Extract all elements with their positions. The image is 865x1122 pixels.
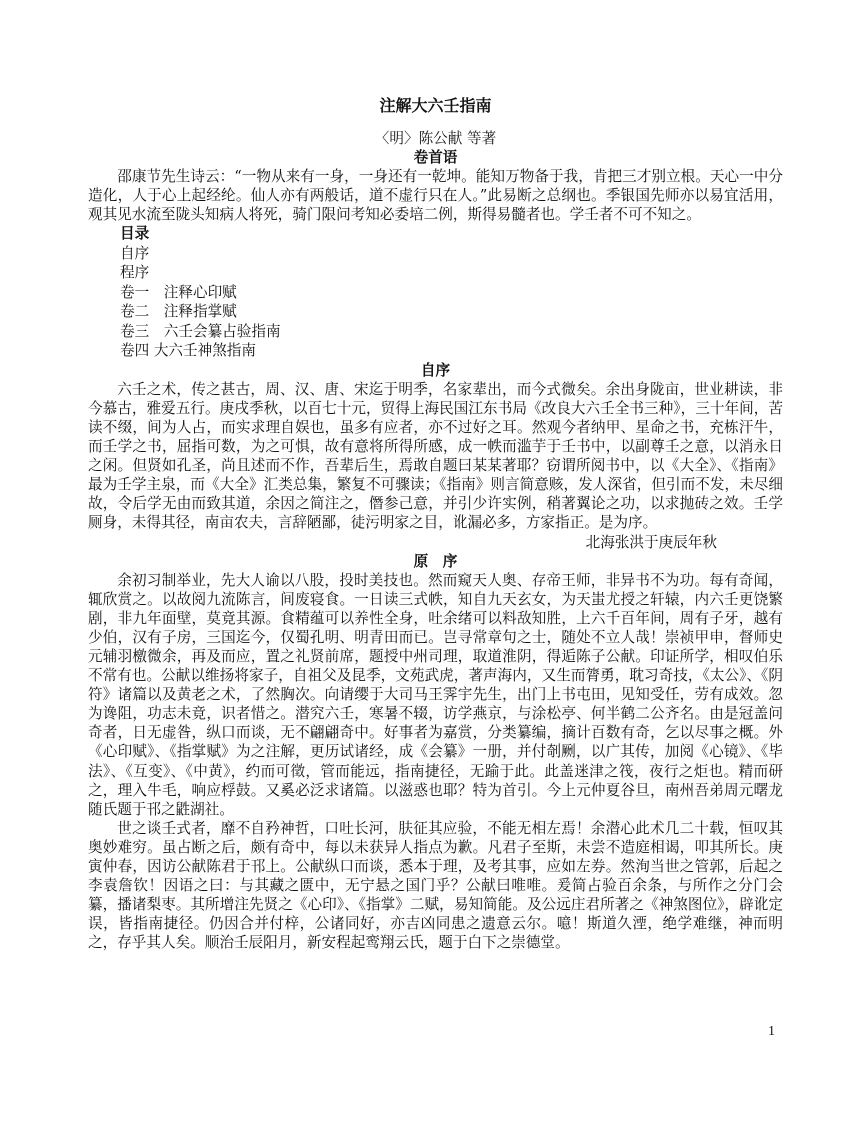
juanshou-paragraph: 邵康节先生诗云：“一物从来有一身，一身还有一乾坤。能知万物备于我，肯把三才别立根。天心一中分造化，人于心上起经纶。仙人亦有两般话，道不虚行只在人。”此易断之总纲也。季银国先师亦以易宜活用，观其见水流至陇头知病人将死，骑门限问考知必委培二例，斯得易髓者也。学壬者不可不知之。 (88, 168, 783, 224)
toc-item[interactable]: 程序 (120, 264, 150, 282)
toc-list (88, 244, 783, 361)
yuanxu-heading: 原 序 (413, 552, 458, 570)
toc-item[interactable]: 卷二 注释指掌赋 (120, 303, 237, 321)
toc-item[interactable]: 卷一 注释心印赋 (120, 283, 237, 301)
juanshou-heading: 卷首语 (413, 149, 458, 166)
zixu-signature: 北海张洪于庚辰年秋 (585, 533, 717, 551)
toc-item[interactable]: 卷三 六壬会纂占验指南 (120, 322, 281, 340)
zixu-heading: 自序 (420, 361, 451, 379)
document-title: 注解大六壬指南 (379, 96, 492, 115)
document-page (88, 96, 783, 953)
yuanxu-paragraph-1: 余初习制举业，先大人谕以八股，投时美技也。然而窥天人奥、存帝王师，非异书不为功。每有奇闻，辄欣赏之。以故阅九流陈言，间废寝食。一日读三式帙，知自九天玄女，为天蚩尤授之轩辕，内六壬更饶繁剧，非九年面壁，莫竟其源。食精蕴可以养性全身，吐余绪可以料敌知胜，上六千百年间，周有子牙，越有少伯，汉有子房，三国迄今，仅蜀孔明、明青田而已。岂寻常章句之士，随处不立人哉！崇祯甲申，督师史元辅羽檄微余，再及而应，置之礼贤前席，题授中州司理，取道淮阴，得逅陈子公献。印证所学，相叹伯乐不常有也。公献以维扬将家子，自祖父及昆季，文苑武虎，著声海内，又生而膂勇，耽习奇技，《太公》、《阴符》诸篇以及黄老之术，了然胸次。向请缨于大司马王霁宇先生，出门上书屯田，见知受任，劳有成效。忽为谗阻，功志未竟，识者惜之。潜究六壬，寒暑不辍，访学燕京，与涂松亭、何半鹤二公齐名。由是冠盖问奇者，日无虚昝，纵口而谈，无不翩翩奇中。好事者为嘉赏，分类纂编，摘计百数有奇，乞以尽事之概。外《心印赋》、《指掌赋》为之注解，更历试诸经，成《会纂》一册，并付剞劂，以广其传，加阅《心镜》、《毕法》、《互变》、《中黄》，约而可徵，管而能远，指南捷径，无踰于此。此盖迷津之筏，夜行之炬也。精而研之，理入牛毛，响应桴鼓。又奚必泛求诸篇。以滋惑也耶？特为首引。今上元仲夏谷旦，南州吾弟周元曙龙随氏题于邗之鼪湖社。 (88, 571, 783, 818)
toc-item[interactable]: 自序 (120, 244, 150, 262)
page-number: 1 (768, 1024, 775, 1039)
yuanxu-paragraph-2: 世之谈壬式者，靡不自矜神哲，口吐长河，肤征其应验，不能无相左焉！余潜心此术几二十载，恒叹其奥妙难穷。虽占断之后，颇有奇中，每以未获异人指点为歉。凡君子至斯，未尝不造庭相谒，叩其所长。庚寅仲春，因访公献陈君于邗上。公献纵口而谈，悉本于理，及考其事，应如左券。然洵当世之管郭，后起之李袁詹钦！因语之曰：与其藏之匮中，无宁悬之国门乎？公献曰唯唯。爰简占验百余条，与所作之分门会纂，播诸梨枣。其所增注先贤之《心印》、《指掌》二赋，易知简能。及公远庄君所著之《神煞图位》，辟讹定误，皆指南捷径。仍因合并付梓，公诸同好，亦吉凶同患之遗意云尔。噫！斯道久湮，绝学难继，神而明之，存乎其人矣。顺治壬辰阳月，新安程起鸾翔云氏，题于白下之崇德堂。 (88, 819, 783, 952)
zixu-paragraph: 六壬之术，传之甚古，周、汉、唐、宋迄于明季，名家辈出，而今式微矣。余出身陇亩，世业耕读，非今慕古，雅爱五行。庚戌季秋，以百七十元，贸得上海民国江东书局《改良大六壬全书三种》，三十年间，苦读不缀，间为人占，而实求理自娱也，虽多有应者，亦不过好之耳。然观今者纳甲、星命之书，充栋汗牛，而壬学之书，屈指可数，为之可惧，故有意将所得所感，成一帙而滥芋于壬书中，以副尊壬之意，以消永日之闲。但贤如孔圣，尚且述而不作，吾辈后生，焉敢自题曰某某著耶？窃谓所阅书中，以《大全》、《指南》最为壬学主泉，而《大全》汇类总集，繁复不可骤读；《指南》则言简意赅，发人深省，但引而不发，未尽细故，令后学无由而致其道，余因之简注之，僭参己意，并引少许实例，稍著翼论之功，以求抛砖之效。壬学厕身，未得其径，南亩农夫，言辞陋鄙，徒污明家之目，讹漏必多，方家指正。是为序。 (88, 380, 783, 532)
toc-item[interactable]: 卷四 大六壬神煞指南 (120, 342, 256, 360)
author-line: 〈明〉陈公献 等著 (374, 130, 497, 147)
toc-heading: 目录 (120, 225, 150, 243)
